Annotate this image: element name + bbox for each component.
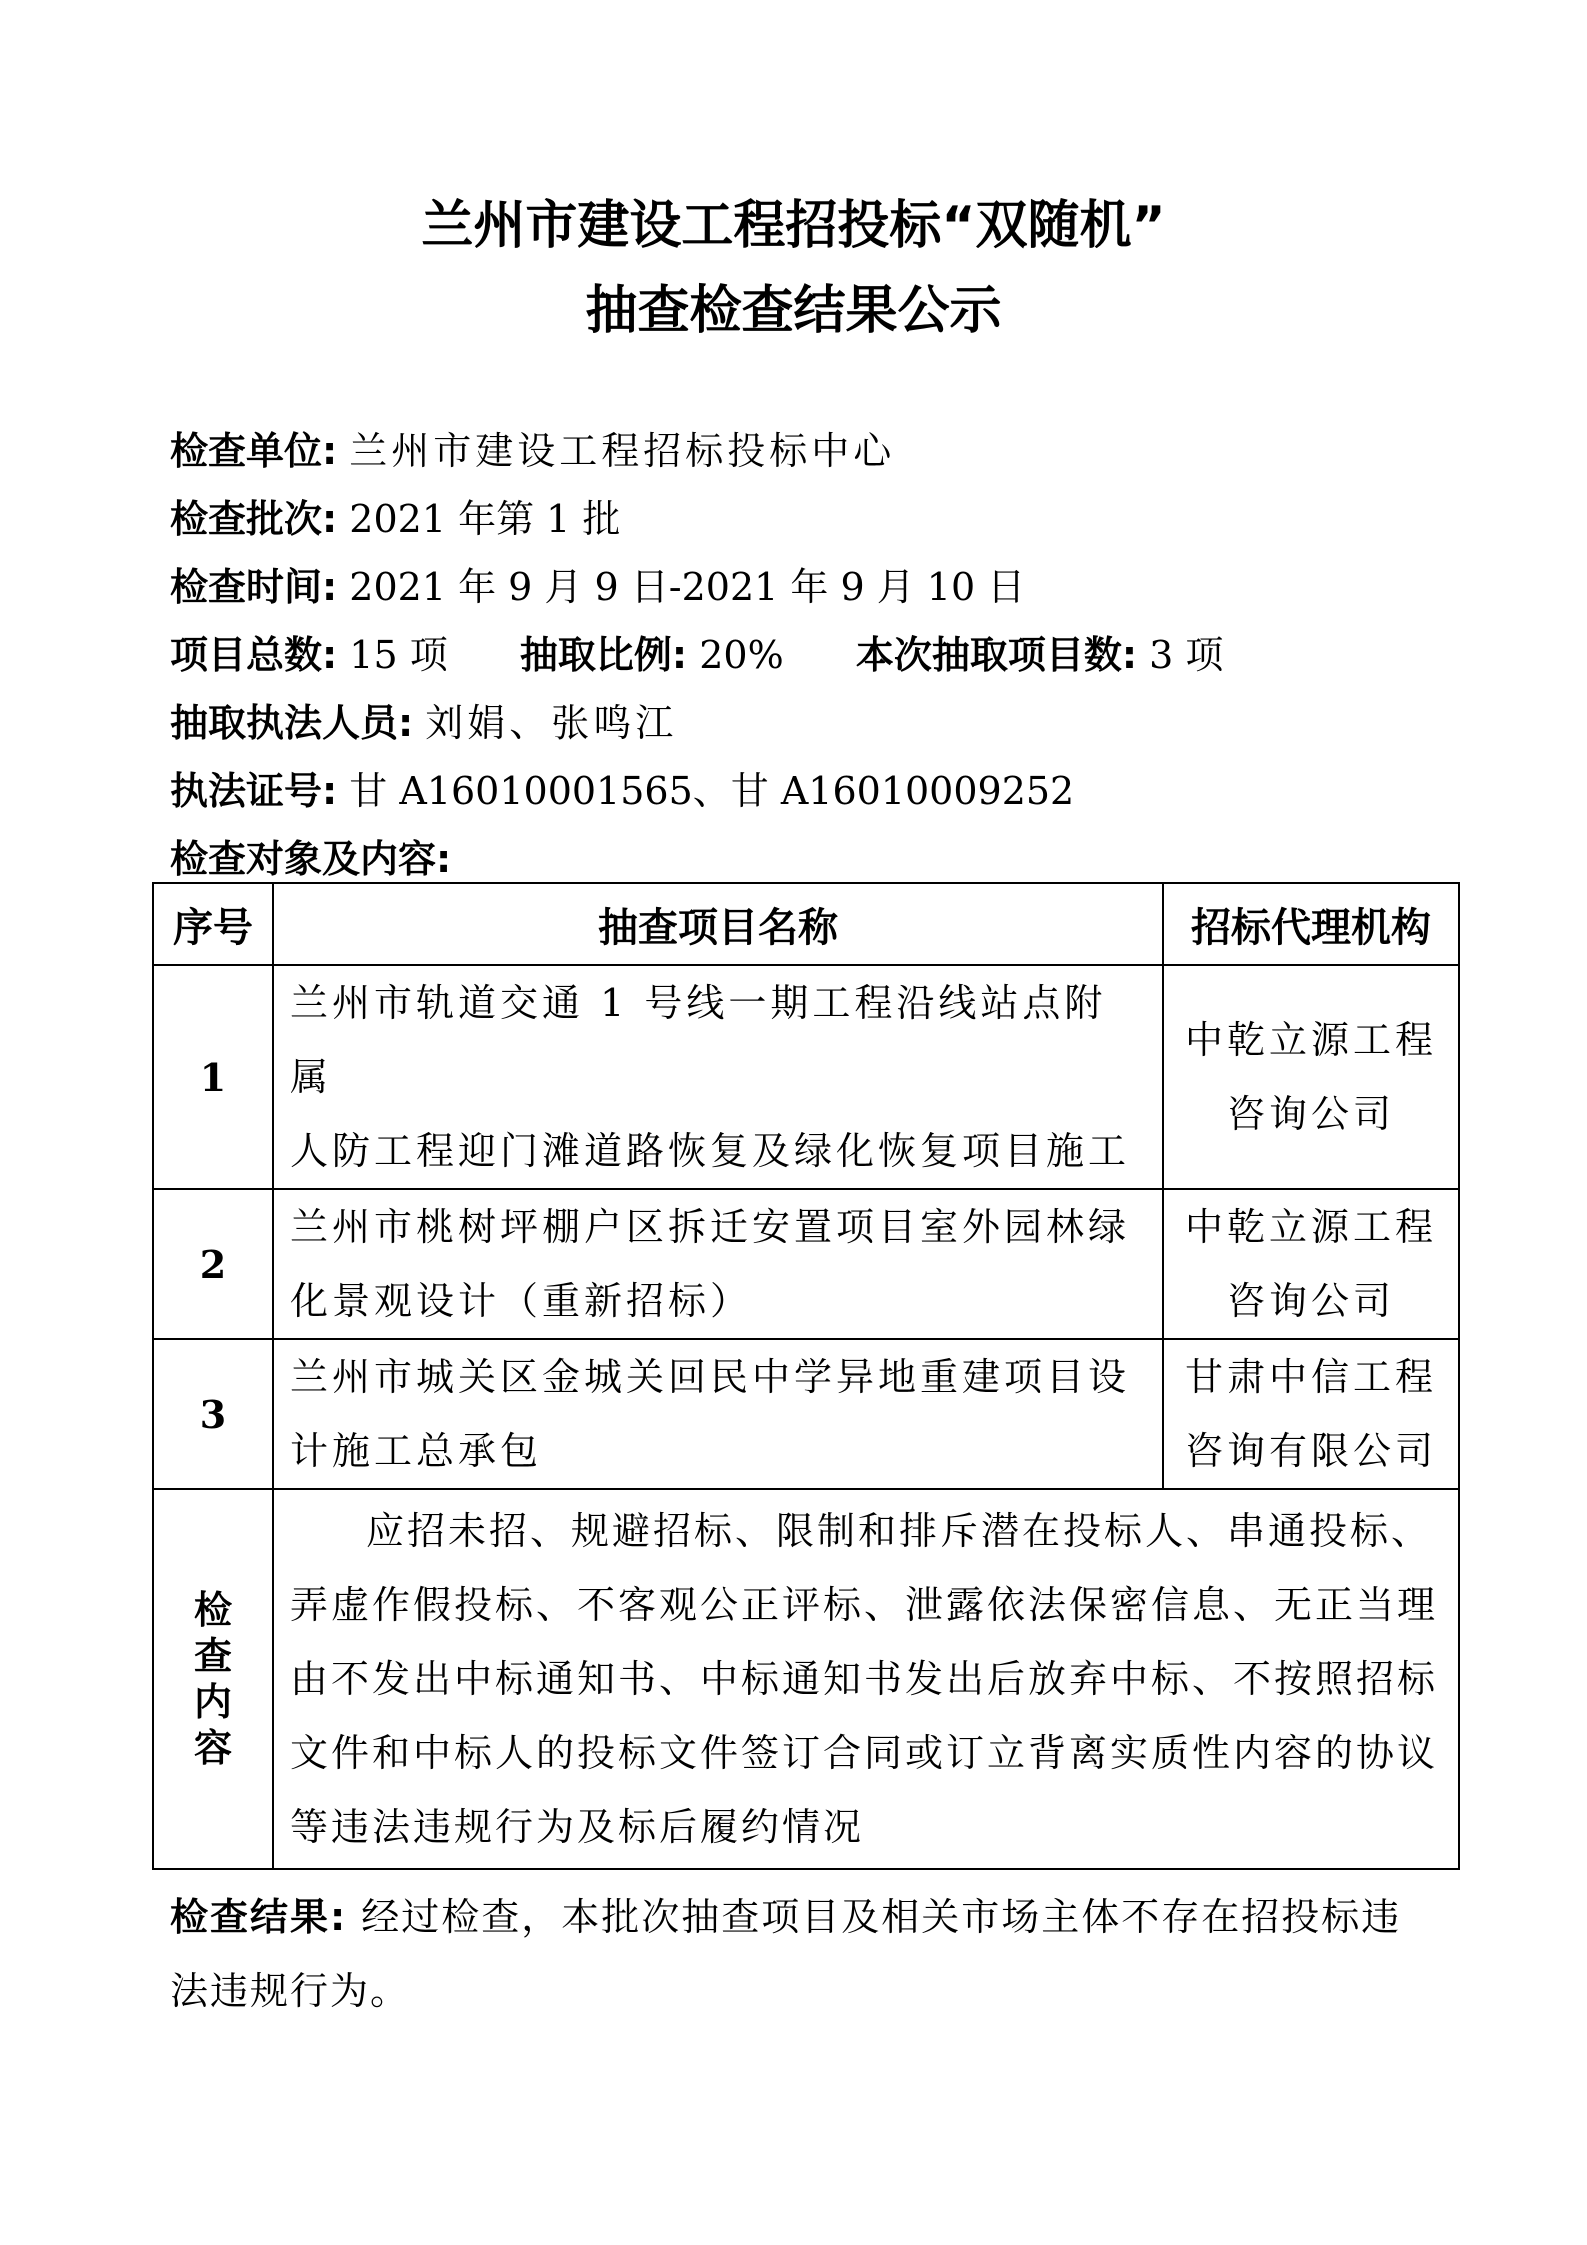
content-label-char: 容	[193, 1726, 232, 1770]
inspection-unit-label: 检查单位:	[170, 429, 338, 473]
row-agency	[1163, 1189, 1459, 1339]
inspection-objects-label: 检查对象及内容:	[170, 837, 452, 881]
header-agency: 招标代理机构	[1163, 883, 1459, 965]
project-total-value: 15 项	[349, 633, 448, 677]
inspection-time-line	[170, 565, 1026, 609]
table-row	[153, 1339, 1459, 1489]
content-label	[153, 1489, 273, 1869]
project-stats-line	[170, 633, 1224, 677]
table-header-row	[153, 883, 1459, 965]
inspection-batch-value: 2021 年第 1 批	[349, 497, 621, 541]
row-agency-line: 中乾立源工程	[1184, 1018, 1437, 1062]
inspection-objects-line	[170, 837, 452, 881]
content-label-char: 内	[193, 1680, 232, 1724]
row-project-name-line: 人防工程迎门滩道路恢复及绿化恢复项目施工	[290, 1129, 1131, 1173]
sampling-ratio-value: 20%	[699, 633, 784, 677]
content-text: 应招未招、规避招标、限制和排斥潜在投标人、串通投标、弄虚作假投标、不客观公正评标、泄露依法保密信息、无正当理由不发出中标通知书、中标通知书发出后放弃中标、不按照招标文件和中标人的投标文件签订合同或订立背离实质性内容的协议等违法违规行为及标后履约情况	[273, 1489, 1459, 1869]
row-project-name-line: 化景观设计（重新招标）	[290, 1279, 753, 1323]
row-serial: 3	[153, 1339, 273, 1489]
row-project-name	[273, 965, 1163, 1189]
header-project-name: 抽查项目名称	[273, 883, 1163, 965]
inspection-unit-value: 兰州市建设工程招标投标中心	[349, 429, 896, 473]
row-agency-line: 咨询公司	[1226, 1279, 1395, 1323]
row-serial: 2	[153, 1189, 273, 1339]
content-label-char: 查	[193, 1634, 232, 1678]
inspection-time-label: 检查时间:	[170, 565, 338, 609]
enforcement-staff-line	[170, 701, 678, 745]
row-agency-line: 甘肃中信工程	[1184, 1355, 1437, 1399]
row-project-name-line: 兰州市桃树坪棚户区拆迁安置项目室外园林绿	[290, 1205, 1131, 1249]
header-serial: 序号	[153, 883, 273, 965]
table-row	[153, 965, 1459, 1189]
sampled-count-value: 3 项	[1149, 633, 1224, 677]
inspection-result-label: 检查结果:	[170, 1895, 348, 1939]
enforcement-staff-label: 抽取执法人员:	[170, 701, 414, 745]
row-agency-line: 咨询有限公司	[1184, 1429, 1437, 1473]
document-title-line1: 兰州市建设工程招投标“双随机”	[421, 196, 1166, 256]
enforcement-cert-line	[170, 769, 1075, 813]
content-row	[153, 1489, 1459, 1869]
inspection-result-text: 经过检查，本批次抽查项目及相关市场主体不存在招投标违法违规行为。	[170, 1895, 1402, 2013]
table-row	[153, 1189, 1459, 1339]
inspection-batch-label: 检查批次:	[170, 497, 338, 541]
row-project-name	[273, 1189, 1163, 1339]
enforcement-staff-value: 刘娟、张鸣江	[425, 701, 678, 745]
content-label-char: 检	[193, 1588, 232, 1632]
inspection-result	[170, 1880, 1420, 2028]
row-serial: 1	[153, 965, 273, 1189]
document-title-line2: 抽查检查结果公示	[585, 281, 1002, 341]
inspection-unit-line	[170, 429, 896, 473]
row-project-name	[273, 1339, 1163, 1489]
row-project-name-line: 计施工总承包	[290, 1429, 543, 1473]
enforcement-cert-value: 甘 A16010001565、甘 A16010009252	[349, 769, 1075, 813]
row-project-name-line: 兰州市轨道交通 1 号线一期工程沿线站点附属	[290, 981, 1107, 1099]
project-total-label: 项目总数:	[170, 633, 338, 677]
row-agency-line: 中乾立源工程	[1184, 1205, 1437, 1249]
inspection-time-value: 2021 年 9 月 9 日-2021 年 9 月 10 日	[349, 565, 1026, 609]
inspection-table	[152, 882, 1460, 1870]
row-project-name-line: 兰州市城关区金城关回民中学异地重建项目设	[290, 1355, 1131, 1399]
inspection-batch-line	[170, 497, 621, 541]
row-agency	[1163, 965, 1459, 1189]
row-agency-line: 咨询公司	[1226, 1092, 1395, 1136]
row-agency	[1163, 1339, 1459, 1489]
enforcement-cert-label: 执法证号:	[170, 769, 338, 813]
sampling-ratio-label: 抽取比例:	[519, 633, 688, 677]
sampled-count-label: 本次抽取项目数:	[855, 633, 1138, 677]
